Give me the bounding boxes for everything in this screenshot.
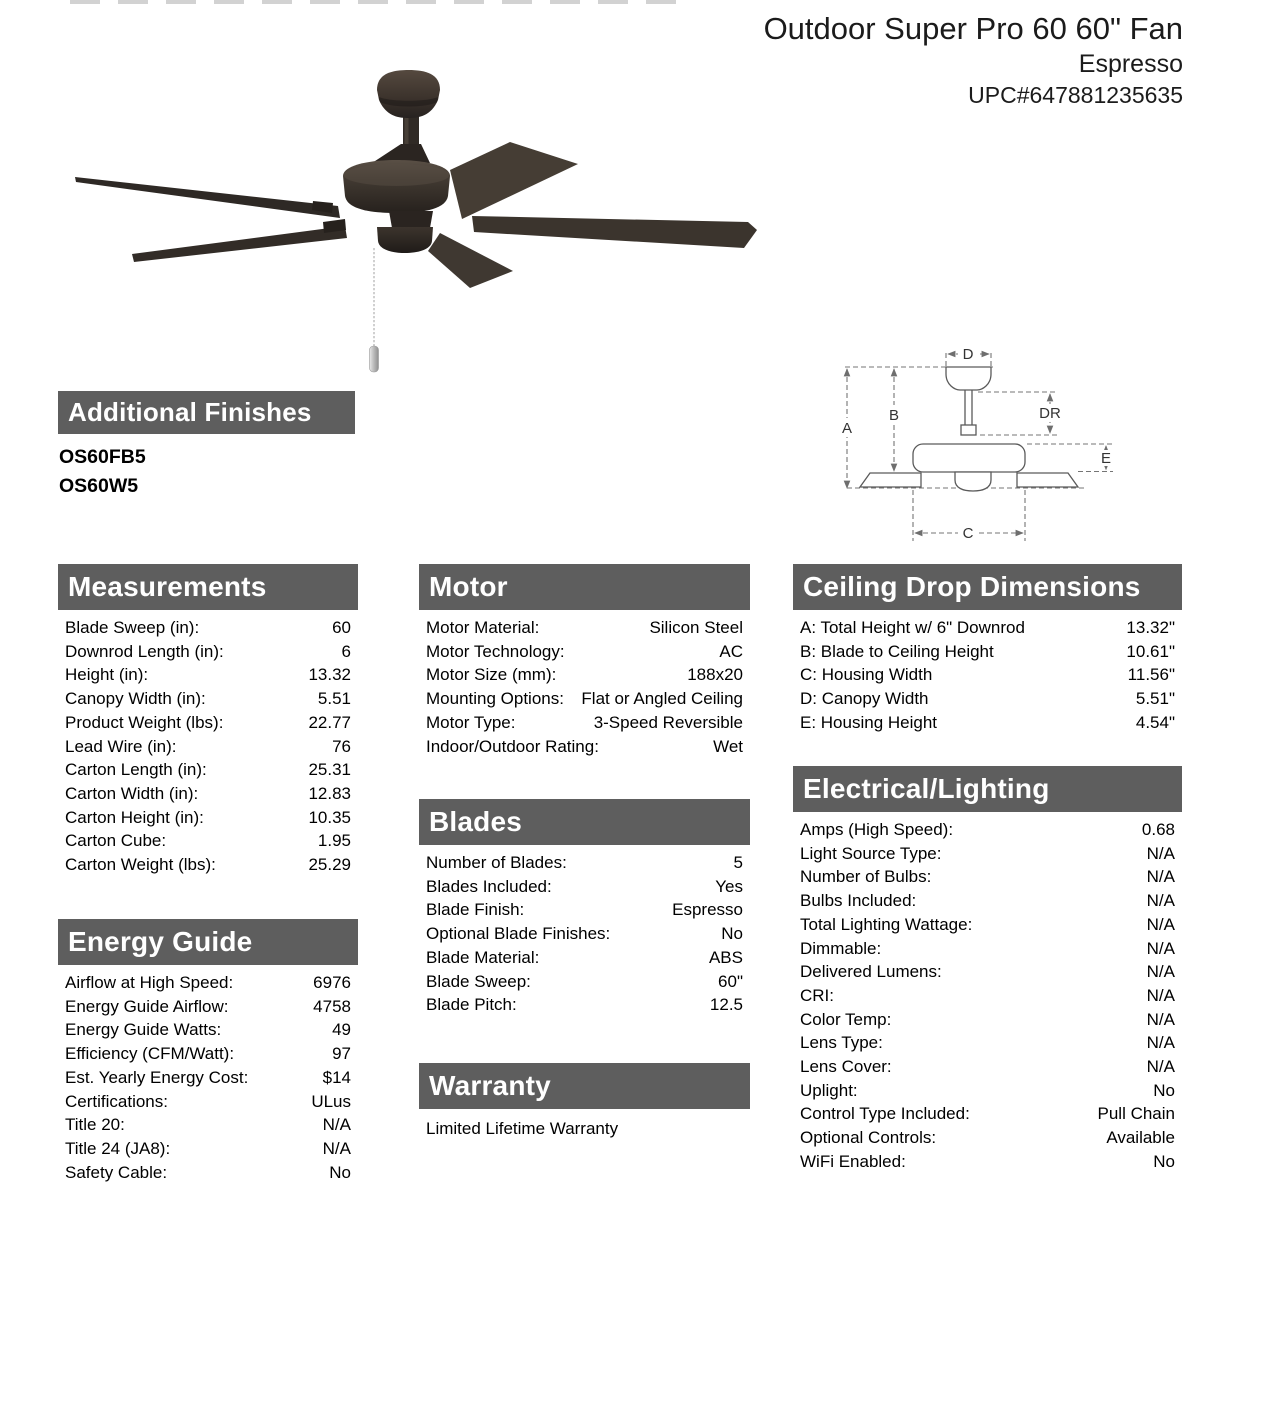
spec-row [419,735,750,759]
upc-code: UPC#647881235635 [968,82,1183,108]
spec-row [58,782,358,806]
spec-label: D: Canopy Width [800,689,929,709]
spec-label: Lead Wire (in): [65,736,177,756]
spec-value: ULus [311,1091,351,1111]
spec-label: Product Weight (lbs): [65,712,224,732]
spec-label: Airflow at High Speed: [65,973,234,992]
spec-label: B: Blade to Ceiling Height [800,641,994,661]
spec-row [419,640,750,664]
spec-label: Number of Blades: [426,853,567,872]
spec-value: N/A [1146,914,1175,934]
spec-label: Total Lighting Wattage: [800,914,973,934]
spec-label: C: Housing Width [800,665,933,685]
spec-label: Certifications: [65,1091,168,1111]
spec-row [58,1113,358,1137]
electrical-lighting-header: Electrical/Lighting [793,766,1182,812]
spec-row [58,1066,358,1090]
measurements-section [58,564,358,877]
spec-row [793,1102,1182,1126]
spec-label: Indoor/Outdoor Rating: [426,736,599,756]
spec-value: N/A [1146,1009,1175,1029]
spec-value: N/A [1146,1057,1175,1077]
fan-switch-cap-icon [377,227,433,253]
ceiling-drop-dimensions-section [793,564,1182,735]
spec-row [793,711,1182,735]
spec-value: 188x20 [687,665,743,685]
spec-label: Carton Cube: [65,831,167,851]
motor-section [419,564,750,758]
spec-label: Carton Length (in): [65,760,207,780]
spec-value: 60" [718,971,743,991]
diagram-housing-icon [913,444,1025,472]
spec-label: Blade Sweep: [426,971,531,991]
spec-label: Motor Material: [426,618,540,637]
cropped-text-remnant [70,0,690,4]
spec-value: 1.95 [317,831,351,851]
spec-value: 12.5 [709,995,743,1015]
spec-value: 0.68 [1141,820,1175,839]
spec-value: 3-Speed Reversible [593,712,743,732]
spec-row [419,946,750,970]
spec-value: 10.61" [1126,641,1175,661]
diagram-canopy-icon [946,367,991,390]
pull-chain-weight-icon [370,346,379,372]
spec-row [58,758,358,782]
spec-label: Optional Blade Finishes: [426,924,611,944]
spec-row [58,711,358,735]
dim-label-c: C [962,525,974,542]
spec-label: Energy Guide Watts: [65,1020,222,1040]
energy-guide-header: Energy Guide [58,919,358,965]
spec-value: 4.54" [1135,712,1175,732]
dim-label-e: E [1100,450,1112,467]
spec-label: Est. Yearly Energy Cost: [65,1067,249,1087]
spec-value: N/A [322,1138,351,1158]
spec-value: 13.32" [1126,618,1175,637]
electrical-lighting-section [793,766,1182,1174]
spec-value: Pull Chain [1097,1104,1175,1124]
spec-label: Bulbs Included: [800,891,917,911]
spec-value: 13.32 [308,665,351,685]
spec-label: WiFi Enabled: [800,1151,906,1171]
spec-row [793,865,1182,889]
spec-row [58,971,358,995]
spec-row [58,1161,358,1185]
spec-value: N/A [1146,867,1175,887]
spec-row [793,937,1182,961]
blades-header: Blades [419,799,750,845]
dimension-diagram [820,340,1150,555]
fan-canopy-icon [377,70,440,118]
spec-label: Motor Technology: [426,641,565,661]
spec-label: Mounting Options: [426,689,564,709]
spec-row [58,853,358,877]
spec-row [793,616,1182,640]
spec-value: 10.35 [308,807,351,827]
spec-row [58,995,358,1019]
spec-value: No [721,924,743,944]
spec-value: 12.83 [308,783,351,803]
spec-label: E: Housing Height [800,712,938,732]
spec-label: Amps (High Speed): [800,820,954,839]
spec-value: 76 [332,736,351,756]
spec-row [58,806,358,830]
spec-label: Canopy Width (in): [65,689,206,709]
spec-label: Carton Width (in): [65,783,199,803]
finish-code-list [58,443,355,501]
spec-value: 5 [733,853,743,872]
spec-value: N/A [1146,843,1175,863]
title-block [764,10,1183,110]
spec-row [419,851,750,875]
electrical-rows [793,818,1182,1174]
fan-blade-right-icon [472,216,757,248]
spec-row [793,889,1182,913]
spec-value: 5.51 [317,689,351,709]
spec-row [58,640,358,664]
spec-row [793,984,1182,1008]
spec-value: 60 [332,618,351,637]
spec-label: Motor Type: [426,712,516,732]
dim-label-d: D [962,346,974,363]
spec-row [58,735,358,759]
spec-label: Carton Weight (lbs): [65,855,216,875]
spec-label: Uplight: [800,1080,858,1100]
spec-label: Downrod Length (in): [65,641,224,661]
spec-label: Energy Guide Airflow: [65,996,229,1016]
spec-value: N/A [1146,891,1175,911]
spec-value: Yes [715,876,743,896]
finish-name: Espresso [1078,50,1183,78]
diagram-right-blade-icon [1017,473,1078,487]
spec-label: Light Source Type: [800,843,942,863]
blades-rows [419,851,750,1017]
spec-value: 6976 [313,973,351,992]
warranty-section [419,1063,750,1140]
spec-row [58,1018,358,1042]
blades-section [419,799,750,1017]
fan-blade-left-icon [75,177,340,218]
spec-row [419,970,750,994]
spec-row [793,1126,1182,1150]
warranty-header: Warranty [419,1063,750,1109]
spec-value: 4758 [313,996,351,1016]
spec-value: N/A [322,1115,351,1135]
spec-row [793,842,1182,866]
spec-row [58,829,358,853]
spec-value: Wet [713,736,743,756]
measurements-rows [58,616,358,877]
spec-row [58,1090,358,1114]
spec-value: 49 [332,1020,351,1040]
spec-row [419,711,750,735]
spec-row [419,616,750,640]
spec-row [793,1150,1182,1174]
spec-value: ABS [708,947,743,967]
spec-row [419,898,750,922]
spec-label: Control Type Included: [800,1104,970,1124]
measurements-header: Measurements [58,564,358,610]
spec-label: Optional Controls: [800,1128,937,1148]
spec-label: Number of Bulbs: [800,867,932,887]
spec-value: N/A [1146,985,1175,1005]
ceiling-drop-rows [793,616,1182,735]
page-title: Outdoor Super Pro 60 60" Fan [763,11,1183,46]
spec-row [793,818,1182,842]
spec-value: 25.31 [308,760,351,780]
spec-value: $14 [322,1067,351,1087]
dim-label-b: B [888,407,900,424]
spec-label: Carton Height (in): [65,807,204,827]
spec-row [419,993,750,1017]
spec-value: AC [719,641,743,661]
spec-value: 6 [341,641,351,661]
spec-row [793,913,1182,937]
spec-label: Blade Material: [426,947,540,967]
spec-row [58,663,358,687]
additional-finishes-header: Additional Finishes [58,391,355,434]
spec-row [793,663,1182,687]
spec-value: No [1153,1151,1175,1171]
spec-label: Blade Finish: [426,900,525,920]
spec-value: Flat or Angled Ceiling [581,689,743,709]
finish-code: OS60W5 [59,475,139,497]
spec-label: Dimmable: [800,938,882,958]
fan-blade-lower-left-icon [132,226,347,262]
product-photo [55,50,775,400]
spec-value: N/A [1146,962,1175,982]
additional-finishes-section [58,391,355,501]
spec-value: 25.29 [308,855,351,875]
spec-value: Espresso [672,900,743,920]
spec-label: Lens Type: [800,1033,883,1053]
spec-label: Safety Cable: [65,1162,168,1182]
ceiling-drop-dimensions-header: Ceiling Drop Dimensions [793,564,1182,610]
spec-label: Blade Sweep (in): [65,618,200,637]
spec-label: Motor Size (mm): [426,665,557,685]
spec-value: Available [1106,1128,1175,1148]
spec-value: 5.51" [1135,689,1175,709]
spec-value: 22.77 [308,712,351,732]
spec-row [793,960,1182,984]
spec-label: Blade Pitch: [426,995,517,1015]
spec-row [793,1055,1182,1079]
fan-blade-upper-right-icon [450,142,578,219]
finish-code: OS60FB5 [59,446,146,468]
spec-label: Height (in): [65,665,149,685]
spec-value: 97 [332,1044,351,1064]
spec-value: No [1153,1080,1175,1100]
spec-label: Title 20: [65,1115,125,1135]
spec-row [419,687,750,711]
spec-row [58,1137,358,1161]
motor-header: Motor [419,564,750,610]
spec-row [793,1008,1182,1032]
energy-guide-rows [58,971,358,1184]
spec-value: N/A [1146,1033,1175,1053]
spec-label: Color Temp: [800,1009,892,1029]
spec-row [793,640,1182,664]
fan-blade-lower-middle-icon [428,233,513,288]
spec-row [419,875,750,899]
spec-label: CRI: [800,985,834,1005]
motor-rows [419,616,750,758]
spec-row [793,687,1182,711]
spec-label: A: Total Height w/ 6" Downrod [800,618,1025,637]
warranty-text: Limited Lifetime Warranty [426,1119,619,1138]
spec-row [793,1079,1182,1103]
spec-row [419,663,750,687]
dim-label-a: A [841,420,853,437]
spec-row [58,1042,358,1066]
spec-label: Blades Included: [426,876,552,896]
spec-label: Delivered Lumens: [800,962,942,982]
spec-value: N/A [1146,938,1175,958]
spec-row [419,922,750,946]
spec-row [58,687,358,711]
spec-row [793,1031,1182,1055]
diagram-light-kit-icon [955,472,991,491]
spec-row [58,616,358,640]
spec-value: 11.56" [1127,665,1175,685]
spec-label: Title 24 (JA8): [65,1138,171,1158]
energy-guide-section [58,919,358,1184]
spec-label: Efficiency (CFM/Watt): [65,1044,235,1064]
spec-value: No [329,1162,351,1182]
spec-value: Silicon Steel [649,618,743,637]
diagram-left-blade-icon [860,473,921,487]
spec-label: Lens Cover: [800,1057,892,1077]
dim-label-dr: DR [1039,405,1061,422]
